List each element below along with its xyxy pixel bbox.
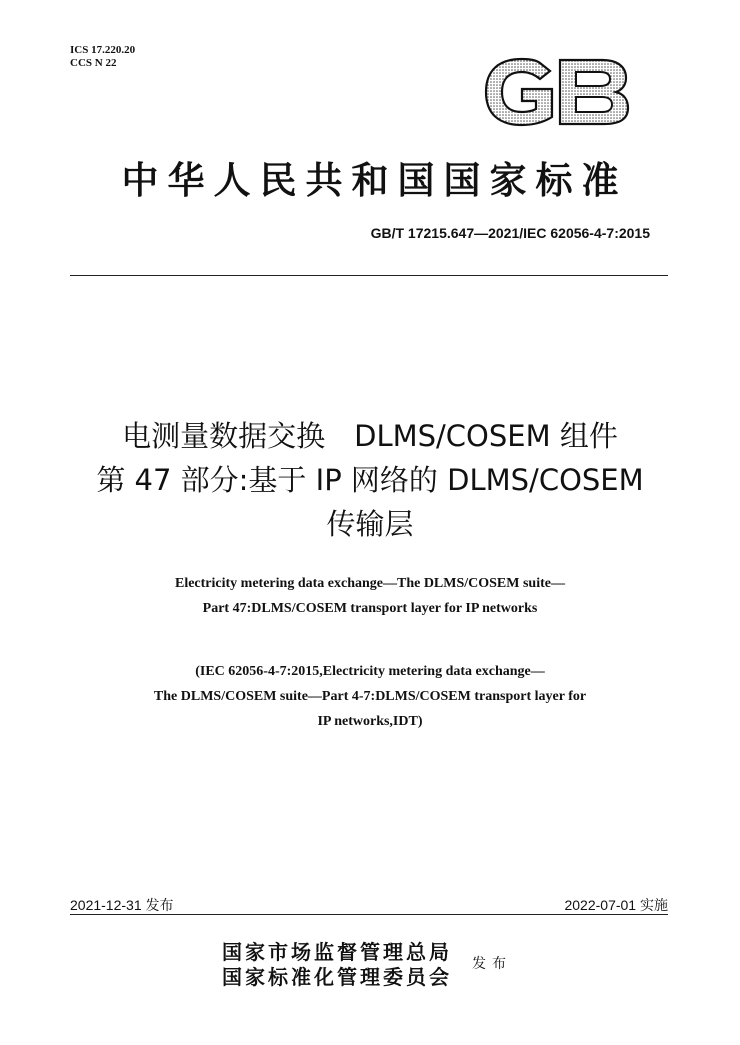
issue-action: 发布 <box>472 956 512 972</box>
ics-code: ICS 17.220.20 <box>70 44 136 56</box>
chinese-title-line-3: 传输层 <box>326 507 414 541</box>
header-divider <box>70 275 668 276</box>
chinese-title <box>0 414 740 546</box>
issuing-authorities <box>222 940 452 990</box>
issue-date: 2021-12-31 发布 <box>70 897 174 913</box>
equivalent-standard-line-2: The DLMS/COSEM suite—Part 4-7:DLMS/COSEM transport layer for <box>153 689 587 704</box>
chinese-title-line-2: 第 47 部分:基于 IP 网络的 DLMS/COSEM <box>96 463 644 497</box>
footer-divider <box>70 914 668 915</box>
chinese-title-line-1: 电测量数据交换 DLMS/COSEM 组件 <box>122 419 618 453</box>
ccs-code: CCS N 22 <box>70 57 117 69</box>
classification-codes <box>70 44 135 70</box>
english-title-line-2: Part 47:DLMS/COSEM transport layer for IP networks <box>202 601 538 616</box>
equivalent-standard-line-3: IP networks,IDT) <box>317 714 423 729</box>
english-title-line-1: Electricity metering data exchange—The DLMS/COSEM suite— <box>174 576 565 591</box>
national-standard-heading: 中华人民共和国国家标准 <box>121 158 628 202</box>
standard-number: GB/T 17215.647—2021/IEC 62056-4-7:2015 <box>370 225 650 241</box>
issuer-sac: 国家标准化管理委员会 <box>222 965 452 989</box>
gb-national-standard-logo-icon <box>484 57 630 127</box>
equivalent-standard-line-1: (IEC 62056-4-7:2015,Electricity metering data exchange— <box>195 664 545 679</box>
issuer-samr: 国家市场监督管理总局 <box>222 940 452 964</box>
english-title <box>0 571 740 621</box>
equivalent-standard <box>0 659 740 734</box>
implementation-date: 2022-07-01 实施 <box>564 897 668 913</box>
